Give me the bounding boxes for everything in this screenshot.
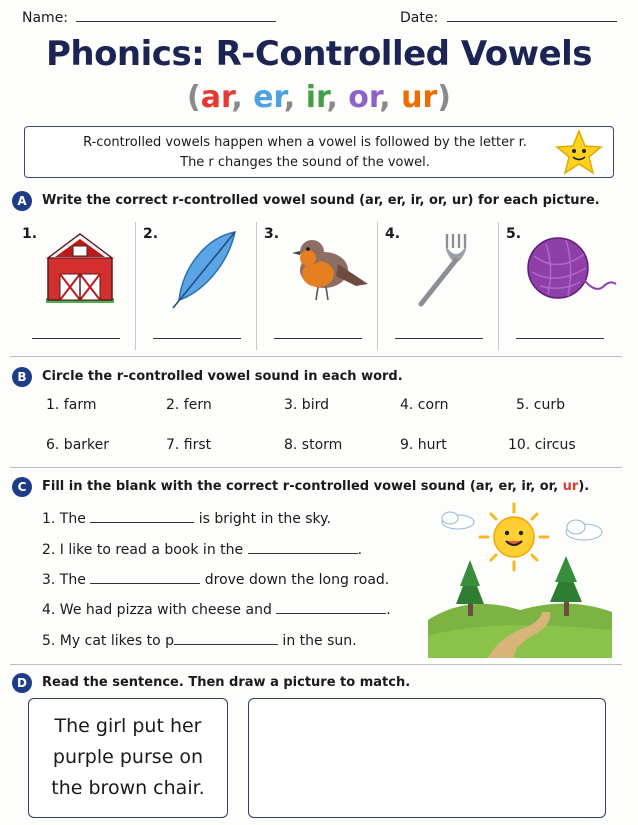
section-d-title: Read the sentence. Then draw a picture to match. xyxy=(42,675,411,690)
section-c-title-main: Fill in the blank with the correct r-controlled vowel sound ( xyxy=(42,479,476,494)
section-c-vowel-part: ur xyxy=(562,479,579,494)
word-item[interactable]: 3. bird xyxy=(284,397,329,413)
section-c-vowel-part: ir xyxy=(521,479,531,494)
sentence-before: 5. My cat likes to p xyxy=(42,633,174,649)
section-c-title-end: ). xyxy=(578,479,590,494)
picture-number: 5. xyxy=(506,226,522,242)
section-a-badge: A xyxy=(12,191,32,211)
fork-icon xyxy=(411,230,471,310)
answer-line[interactable] xyxy=(32,338,120,339)
sentence-line-3: the brown chair. xyxy=(51,777,205,799)
intro-text xyxy=(45,133,565,173)
picture-number: 2. xyxy=(143,226,159,242)
fill-sentence-2 xyxy=(42,542,362,558)
section-c-vowel-part: , xyxy=(511,479,522,494)
section-c-vowel-part: ar xyxy=(475,479,490,494)
word-item[interactable]: 9. hurt xyxy=(400,437,447,453)
blank-line[interactable] xyxy=(90,522,194,523)
date-label: Date: xyxy=(400,10,439,26)
cloud-icon xyxy=(566,520,602,540)
subtitle-vowel-part: ur xyxy=(401,80,438,115)
blank-line[interactable] xyxy=(174,644,278,645)
sentence-line-2: purple purse on xyxy=(52,746,204,768)
subtitle-vowel-part: ar xyxy=(200,80,232,115)
star-icon xyxy=(555,129,603,175)
sun-icon xyxy=(480,504,548,570)
fill-sentence-5 xyxy=(42,633,357,649)
section-b-badge: B xyxy=(12,367,32,387)
feather-icon xyxy=(165,228,245,310)
section-a-title: Write the correct r-controlled vowel sound (ar, er, ir, or, ur) for each picture. xyxy=(42,193,600,208)
sentence-before: 2. I like to read a book in the xyxy=(42,542,248,558)
subtitle-open-paren: ( xyxy=(186,80,201,115)
section-c-title xyxy=(42,479,589,494)
fill-sentence-3 xyxy=(42,572,389,588)
picture-item-3 xyxy=(258,222,379,350)
date-field xyxy=(400,10,617,26)
word-item[interactable]: 6. barker xyxy=(46,437,110,453)
word-item[interactable]: 8. storm xyxy=(284,437,343,453)
picture-number: 4. xyxy=(385,226,401,242)
section-c-badge: C xyxy=(12,477,32,497)
word-item[interactable]: 1. farm xyxy=(46,397,97,413)
page-title: Phonics: R-Controlled Vowels xyxy=(45,34,593,74)
picture-item-2 xyxy=(137,222,258,350)
cloud-icon xyxy=(442,512,474,529)
answer-line[interactable] xyxy=(516,338,604,339)
section-c-vowel-part: er xyxy=(498,479,512,494)
intro-line-2: The r changes the sound of the vowel. xyxy=(180,155,430,170)
sentence-after: in the sun. xyxy=(277,633,357,649)
blank-line[interactable] xyxy=(248,553,358,554)
section-c-vowel-part: , xyxy=(553,479,563,494)
blank-line[interactable] xyxy=(90,583,200,584)
page-subtitle xyxy=(0,80,638,115)
picture-item-5 xyxy=(500,222,621,350)
name-line[interactable] xyxy=(76,21,276,22)
sentence-box xyxy=(28,698,228,818)
subtitle-vowels xyxy=(201,80,438,115)
name-field xyxy=(22,10,276,26)
word-item[interactable]: 2. fern xyxy=(166,397,212,413)
fill-sentence-4 xyxy=(42,602,391,618)
picture-number: 1. xyxy=(22,226,38,242)
sentence-after: . xyxy=(386,602,391,618)
answer-line[interactable] xyxy=(153,338,241,339)
subtitle-close-paren: ) xyxy=(437,80,451,115)
picture-item-1 xyxy=(16,222,137,350)
section-c-vowels xyxy=(476,479,579,494)
intro-line-1: R-controlled vowels happen when a vowel is followed by the letter r. xyxy=(83,135,527,150)
sentence-before: 4. We had pizza with cheese and xyxy=(42,602,277,618)
word-item[interactable]: 5. curb xyxy=(516,397,566,413)
subtitle-vowel-part: er xyxy=(253,80,284,115)
subtitle-vowel-part: , xyxy=(231,80,254,115)
sentence-before: 3. The xyxy=(42,572,91,588)
subtitle-vowel-part: ir xyxy=(305,80,327,115)
sentence-line-1: The girl put her xyxy=(54,715,202,737)
sunny-landscape-illustration xyxy=(428,500,612,658)
answer-line[interactable] xyxy=(274,338,362,339)
drawing-area[interactable] xyxy=(248,698,606,818)
sentence-after: . xyxy=(357,542,363,558)
section-b-title: Circle the r-controlled vowel sound in each word. xyxy=(42,369,403,384)
name-label: Name: xyxy=(22,10,69,26)
sentence-after: is bright in the sky. xyxy=(194,511,331,527)
sentence-before: 1. The xyxy=(42,511,91,527)
fill-sentence-1 xyxy=(42,511,331,527)
section-c-vowel-part: or xyxy=(539,479,554,494)
intro-box xyxy=(24,126,614,178)
section-divider xyxy=(10,467,622,468)
word-item[interactable]: 10. circus xyxy=(508,437,576,453)
subtitle-vowel-part: , xyxy=(283,80,306,115)
barn-icon xyxy=(42,230,118,306)
word-item[interactable]: 4. corn xyxy=(400,397,449,413)
sentence-text xyxy=(29,699,227,804)
yarn-icon xyxy=(526,234,618,304)
picture-number: 3. xyxy=(264,226,280,242)
picture-item-4 xyxy=(379,222,500,350)
date-line[interactable] xyxy=(447,21,617,22)
section-c-vowel-part: , xyxy=(489,479,499,494)
word-item[interactable]: 7. first xyxy=(166,437,212,453)
subtitle-vowel-part: , xyxy=(379,80,402,115)
subtitle-vowel-part: or xyxy=(348,80,380,115)
section-divider xyxy=(10,664,622,665)
answer-line[interactable] xyxy=(395,338,483,339)
section-d-badge: D xyxy=(12,673,32,693)
section-c-vowel-part: , xyxy=(530,479,540,494)
blank-line[interactable] xyxy=(276,613,386,614)
section-divider xyxy=(10,356,622,357)
sentence-after: drove down the long road. xyxy=(200,572,390,588)
subtitle-vowel-part: , xyxy=(326,80,349,115)
